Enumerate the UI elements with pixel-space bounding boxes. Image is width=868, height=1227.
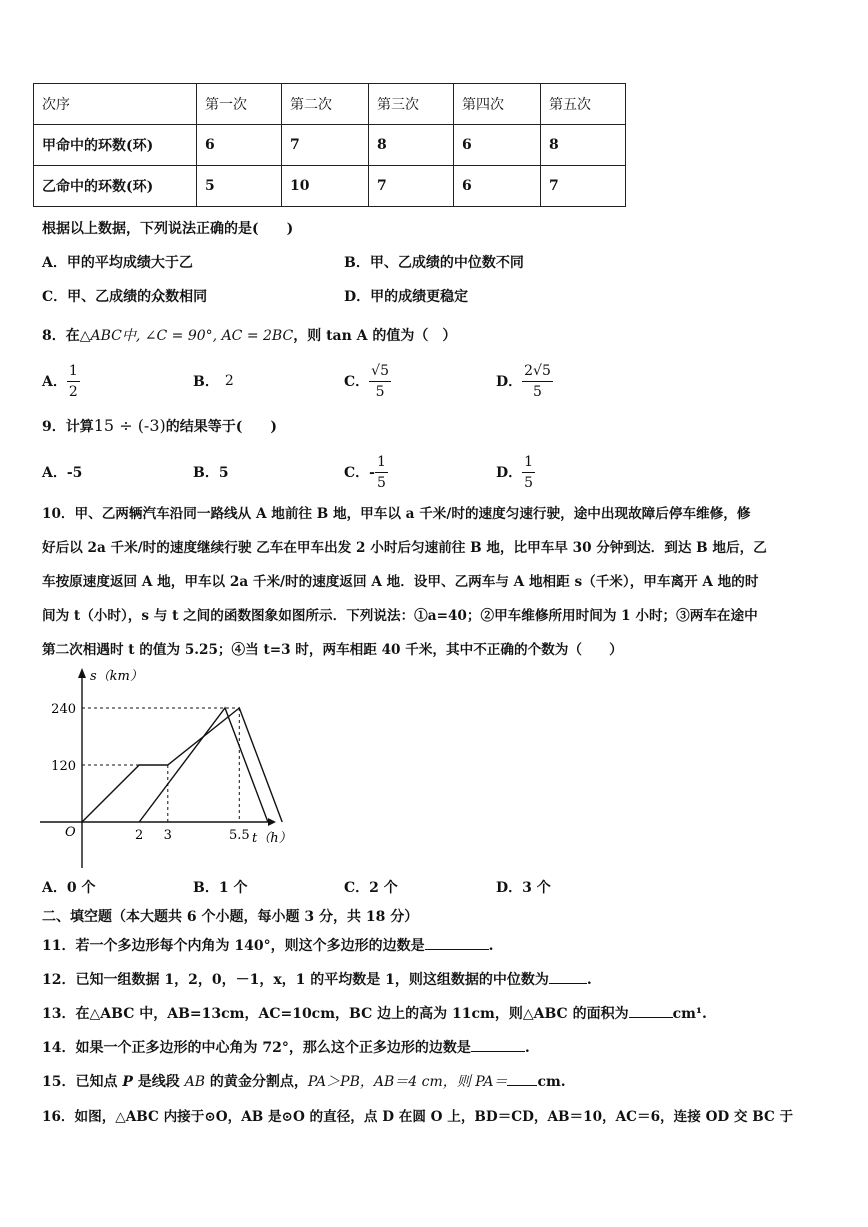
q10-line: 10．甲、乙两辆汽车沿同一路线从 A 地前往 B 地，甲车以 a 千米/时的速度匀速行驶，途中出现故障后停车维修，修 — [42, 506, 751, 522]
fraction-numerator: 1 — [67, 364, 80, 382]
q8-math: △ABC中, ∠C = 90°, AC = 2BC — [79, 328, 294, 344]
distance-time-graph — [36, 662, 298, 872]
table-cell: 10 — [282, 166, 369, 207]
y-axis-label: s（km） — [90, 669, 143, 684]
q13-unit: cm¹. — [672, 1006, 707, 1022]
y-axis-arrow — [78, 668, 86, 678]
q11-period: . — [488, 938, 494, 954]
option-letter: B． — [193, 374, 219, 390]
y-tick-label: 120 — [51, 759, 76, 774]
table-cell: 5 — [197, 166, 282, 207]
q15-text: 15．已知点 — [42, 1074, 123, 1090]
q15 — [42, 1071, 566, 1091]
option-letter: C． — [344, 374, 370, 390]
x-axis-label: t（h） — [252, 831, 292, 846]
graph-labels — [51, 668, 291, 846]
table-cell: 甲命中的环数(环) — [34, 125, 197, 166]
score-table — [33, 83, 626, 207]
q7-stem: 根据以上数据，下列说法正确的是( ) — [42, 221, 294, 237]
q12 — [42, 969, 592, 989]
q8-option-a — [42, 358, 80, 404]
q10-option-b: B．1 个 — [193, 880, 248, 896]
table-cell: 7 — [541, 166, 626, 207]
q7-option-c: C．甲、乙成绩的众数相同 — [42, 289, 208, 305]
table-cell: 8 — [369, 125, 454, 166]
option-value: 2 — [224, 373, 234, 389]
q15-segment: AB — [184, 1074, 206, 1090]
q8-prefix: 8．在 — [42, 328, 80, 344]
q14 — [42, 1037, 530, 1057]
table-cell: 6 — [197, 125, 282, 166]
x-tick-label: 5.5 — [228, 828, 250, 843]
table-header-cell: 次序 — [34, 84, 197, 125]
q9-suffix: 的结果等于( ) — [165, 419, 278, 435]
q10-option-c: C．2 个 — [344, 880, 398, 896]
fraction-numerator: √5 — [369, 364, 391, 382]
q13-text: 13．在△ABC 中，AB=13cm，AC=10cm，BC 边上的高为 11cm，则△ABC 的面积为 — [42, 1006, 629, 1022]
y-tick-label: 240 — [51, 702, 76, 717]
table-cell: 8 — [541, 125, 626, 166]
q10-line: 好后以 2a 千米/时的速度继续行驶 乙车在甲车出发 2 小时后匀速前往 B 地，比甲车早 30 分钟到达．到达 B 地后，乙 — [42, 540, 767, 556]
q8-stem — [42, 325, 456, 345]
table-cell: 7 — [369, 166, 454, 207]
q7-option-a: A．甲的平均成绩大于乙 — [42, 255, 193, 271]
table-row — [34, 125, 626, 166]
fraction-denominator: 5 — [376, 474, 386, 491]
table-header-cell: 第四次 — [454, 84, 541, 125]
table-cell: 6 — [454, 166, 541, 207]
q11 — [42, 935, 493, 955]
fraction-numerator: 2√5 — [522, 364, 553, 382]
q9-option-d — [496, 450, 535, 494]
q14-text: 14．如果一个正多边形的中心角为 72°，那么这个正多边形的边数是 — [42, 1040, 471, 1056]
answer-blank[interactable] — [507, 1071, 537, 1086]
q12-text: 12．已知一组数据 1，2，0，－1，x，1 的平均数是 1，则这组数据的中位数为 — [42, 972, 549, 988]
origin-label: O — [65, 825, 76, 840]
q10-line: 第二次相遇时 t 的值为 5.25；④当 t=3 时，两车相距 40 千米，其中不正确的个数为（ ） — [42, 642, 623, 658]
answer-blank[interactable] — [629, 1003, 673, 1018]
q15-text: 是线段 — [132, 1074, 185, 1090]
table-header-cell: 第一次 — [197, 84, 282, 125]
q15-text: 的黄金分割点， — [205, 1074, 308, 1090]
fraction-denominator: 5 — [524, 474, 534, 491]
x-tick-label: 3 — [163, 828, 172, 843]
q9-stem — [42, 416, 277, 436]
table-cell: 6 — [454, 125, 541, 166]
fraction-denominator: 2 — [68, 383, 78, 400]
q10-option-d: D．3 个 — [496, 880, 551, 896]
x-axis-arrow — [268, 818, 276, 826]
section-title: 二、填空题（本大题共 6 个小题，每小题 3 分，共 18 分） — [42, 909, 419, 925]
q15-point: P — [122, 1074, 133, 1090]
table-header-row — [34, 84, 626, 125]
fraction-numerator: 1 — [375, 455, 388, 473]
x-tick-label: 2 — [135, 828, 144, 843]
table-header-cell: 第五次 — [541, 84, 626, 125]
q8-suffix: ，则 tan A 的值为（ ） — [293, 328, 457, 344]
table-row — [34, 166, 626, 207]
option-letter: D． — [496, 465, 523, 481]
q7-option-d: D．甲的成绩更稳定 — [344, 289, 469, 305]
q7-option-b: B．甲、乙成绩的中位数不同 — [344, 255, 524, 271]
option-letter: D． — [496, 374, 523, 390]
q13 — [42, 1003, 707, 1023]
option-letter: C．- — [344, 465, 375, 481]
q8-option-d — [496, 358, 553, 404]
q16: 16．如图，△ABC 内接于⊙O，AB 是⊙O 的直径，点 D 在圆 O 上，BD＝CD，AB＝10，AC＝6，连接 OD 交 BC 于 — [42, 1109, 794, 1125]
q9-option-c — [344, 450, 388, 494]
q10-line: 车按原速度返回 A 地，甲车以 2a 千米/时的速度返回 A 地．设甲、乙两车与 A 地相距 s（千米），甲车离开 A 地的时 — [42, 574, 759, 590]
q15-condition: PA＞PB，AB＝4 cm，则 PA＝ — [307, 1074, 508, 1090]
answer-blank[interactable] — [471, 1037, 525, 1052]
q9-option-b: B．5 — [193, 465, 229, 481]
q10-option-a: A．0 个 — [42, 880, 96, 896]
q9-prefix: 9．计算 — [42, 419, 94, 435]
table-header-cell: 第二次 — [282, 84, 369, 125]
answer-blank[interactable] — [549, 969, 587, 984]
table-cell: 乙命中的环数(环) — [34, 166, 197, 207]
q9-option-a: A．-5 — [42, 465, 83, 481]
q14-period: . — [524, 1040, 530, 1056]
q10-line: 间为 t（小时），s 与 t 之间的函数图象如图所示．下列说法：①a=40；②甲车维修所用时间为 1 小时；③两车在途中 — [42, 608, 758, 624]
q8-option-c — [344, 358, 391, 404]
answer-blank[interactable] — [425, 935, 489, 950]
q15-unit: cm. — [537, 1074, 566, 1090]
fraction-denominator: 5 — [375, 383, 385, 400]
fraction-denominator: 5 — [533, 383, 542, 400]
q12-period: . — [586, 972, 592, 988]
q9-expression: 15 ÷ (-3) — [93, 416, 166, 435]
option-letter: A． — [42, 374, 67, 390]
q11-text: 11．若一个多边形每个内角为 140°，则这个多边形的边数是 — [42, 938, 425, 954]
table-header-cell: 第三次 — [369, 84, 454, 125]
fraction-numerator: 1 — [522, 455, 535, 473]
table-cell: 7 — [282, 125, 369, 166]
q8-option-b — [193, 358, 234, 404]
